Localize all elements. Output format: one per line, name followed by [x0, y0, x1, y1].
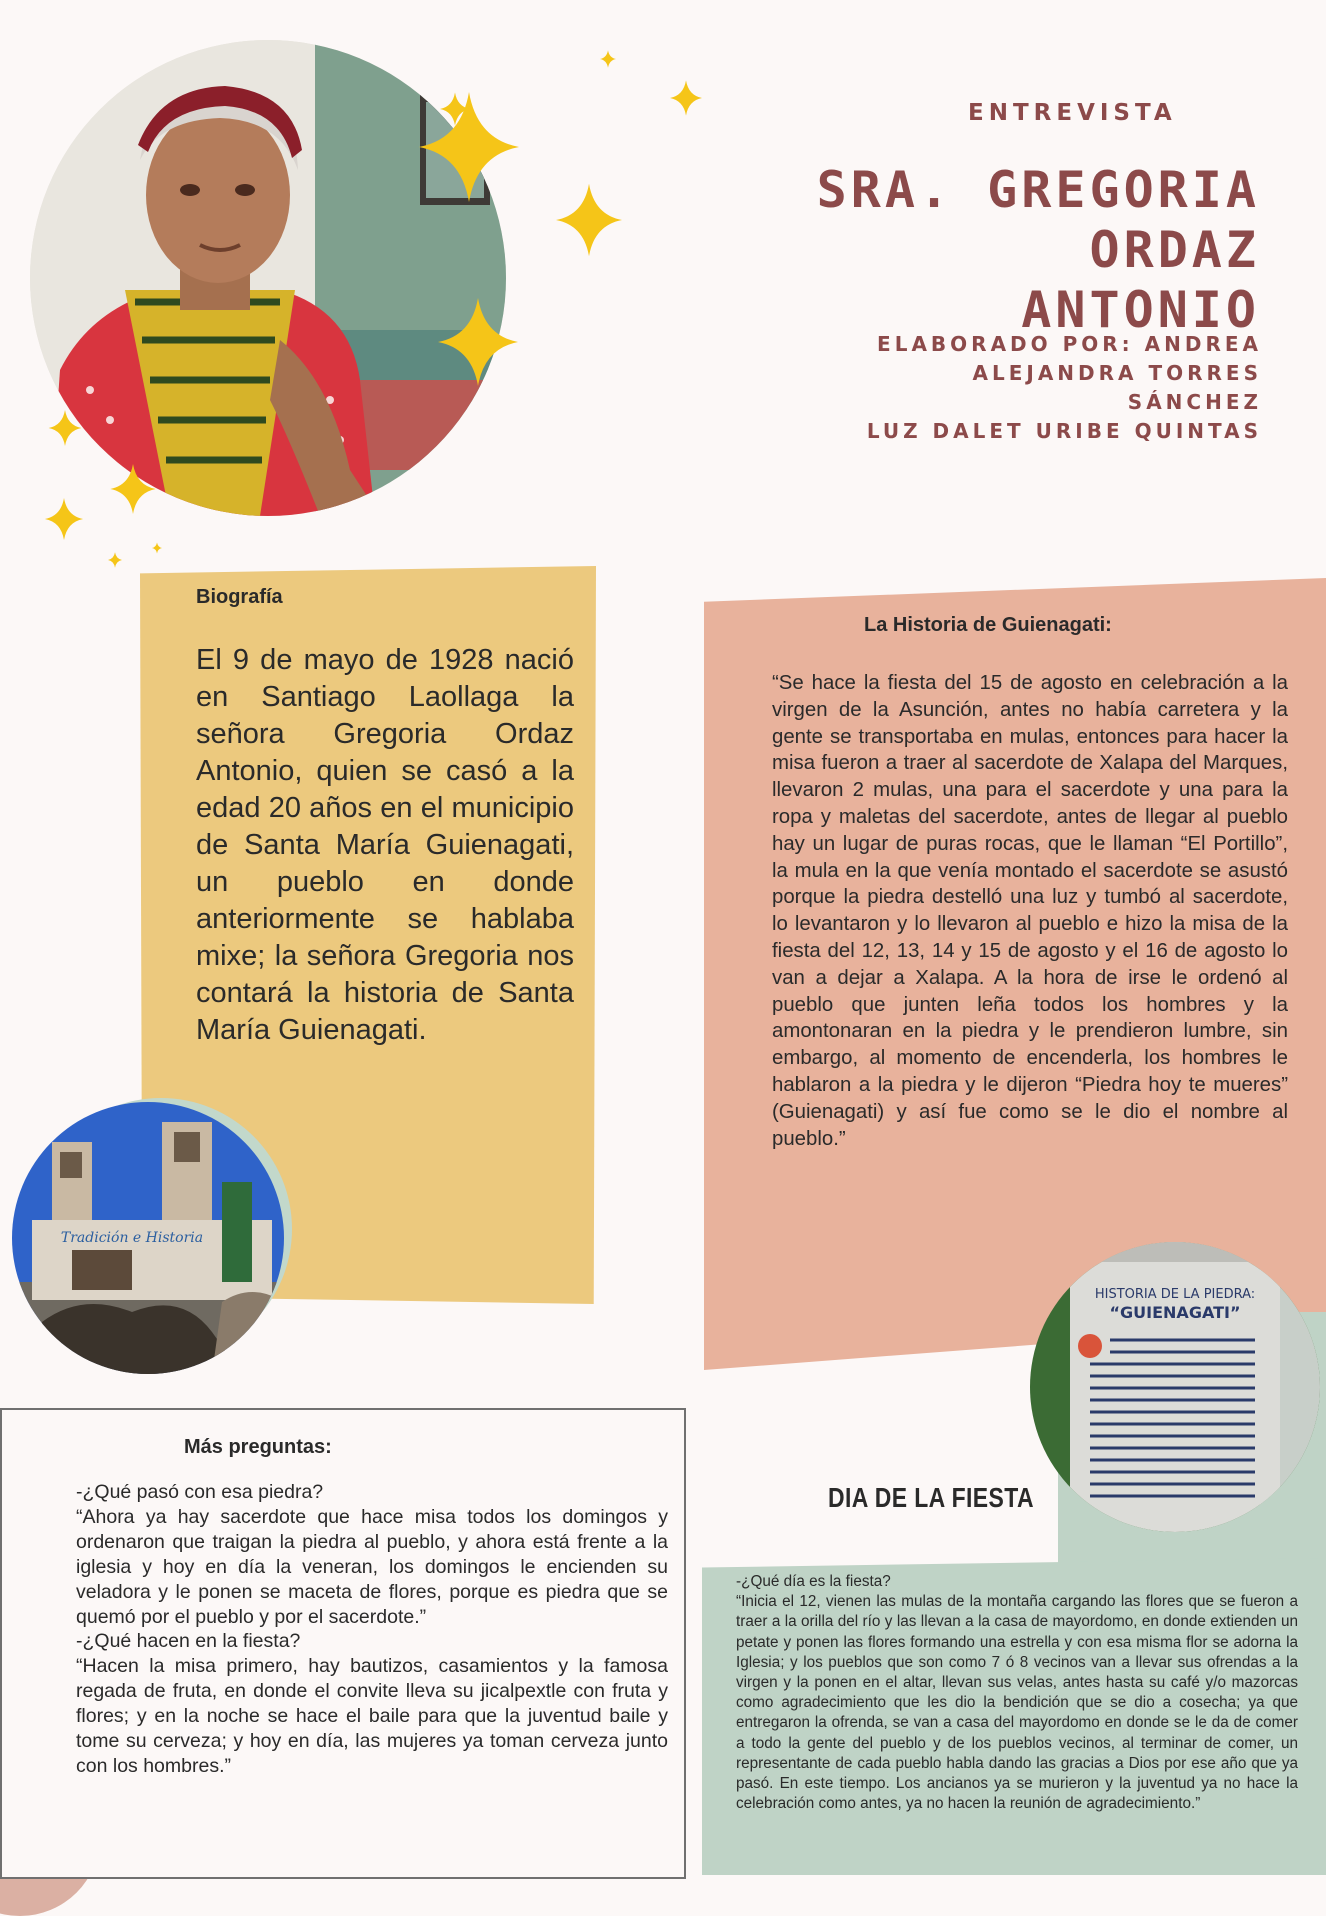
sparkle-star-icon — [108, 552, 122, 568]
question-1: -¿Qué pasó con esa piedra? — [76, 1481, 324, 1503]
title-line-1: SRA. GREGORIA ORDAZ — [816, 161, 1260, 279]
credits-line-4: LUZ DALET URIBE QUINTAS — [866, 419, 1262, 443]
sparkle-star-icon — [670, 80, 702, 116]
page-title — [740, 160, 1260, 340]
church-sign-text: Tradición e Historia — [60, 1230, 204, 1246]
stone-plaque-photo — [1030, 1242, 1320, 1532]
history-text: “Se hace la fiesta del 15 de agosto en celebración a la virgen de la Asunción, antes no había carretera y la gente se transportaba en mulas, entonces para hacer la misa fueron a traer al sacerdote de Xalapa del Marques, llevaron 2 mulas, una para el sacerdote y una para la ropa y maletas del sacerdote, antes de llegar al pueblo hay un lugar de puras rocas, que le llaman “El Portillo”, la mula en la que venía montado el sacerdote se asustó porque la piedra destelló una luz y tumbó al sacerdote, lo levantaron y lo llevaron al pueblo e hizo la misa de la fiesta del 12, 13, 14 y 15 de agosto y el 16 de agosto lo van a dejar a Xalapa. A la hora de irse le ordenó al pueblo que junten leña todos los hombres y la amontonaran en la piedra y le prendieron lumbre, sin embargo, al momento de encenderla, los hombres le hablaron a la piedra y le dijeron “Piedra hoy te mueres” (Guienagati) y así fue como se le dio el nombre al pueblo.” — [772, 672, 1288, 1150]
credits-line-3: SÁNCHEZ — [1127, 390, 1262, 414]
church-illustration — [12, 1102, 284, 1374]
fiesta-title: DIA DE LA FIESTA — [828, 1482, 1034, 1513]
sparkle-star-icon — [440, 92, 470, 126]
biography-text: El 9 de mayo de 1928 nació en Santiago Laollaga la señora Gregoria Ordaz Antonio, quien se casó a la edad 20 años en el municipio de Santa María Guienagati, un pueblo en donde anteriormente se hablaba mixe; la señora Gregoria nos contará la historia de Santa María Guienagati. — [196, 644, 574, 1046]
sparkle-star-icon — [48, 410, 82, 446]
answer-1: “Ahora ya hay sacerdote que hace misa todos los domingos y ordenaron que traigan la piedra al pueblo, y ahora está frente a la iglesia y hoy en día la veneran, los domingos le encienden su veladora y le ponen se maceta de flores, porque es piedra que se quemó por el pueblo y por el sacerdote.” — [76, 1505, 668, 1628]
answer-2: “Hacen la misa primero, hay bautizos, casamientos y la famosa regada de fruta, en donde el convite lleva su jicalpextle con fruta y flores; y en la noche se hace el baile para que la juventud baile y tome su cerveza; y hoy en día, las mujeres ya toman cerveza junto con los hombres.” — [76, 1655, 668, 1777]
more-questions-text — [76, 1480, 668, 1779]
fiesta-text — [736, 1572, 1298, 1814]
plaque-title-2: “GUIENAGATI” — [1109, 1303, 1241, 1322]
plaque-title-1: HISTORIA DE LA PIEDRA: — [1094, 1287, 1256, 1302]
sparkle-star-icon — [102, 464, 164, 514]
title-line-2: ANTONIO — [1021, 281, 1260, 339]
sparkle-star-icon — [44, 498, 84, 540]
credits — [820, 330, 1262, 446]
question-2: -¿Qué hacen en la fiesta? — [76, 1630, 301, 1653]
history-heading: La Historia de Guienagati: — [864, 614, 1112, 636]
biography-heading: Biografía — [196, 586, 283, 608]
fiesta-answer: “Inicia el 12, vienen las mulas de la montaña cargando las flores que se fueron a traer a la orilla del río y las llevan a la casa de mayordomo, en donde extienden un petate y ponen las flores formando una estrella y con esa misma flor se adorna la Iglesia; y los pueblos que son como 7 ó 8 vecinos van a llevar sus ofrendas a la virgen y la ponen en el altar, llevan sus velas, antes hasta su café y/o mazorcas como agradecimiento que les dio la bendición que se dio a cosecha; ya que entregaron la ofrenda, se van a casa del mayordomo en donde se le da de comer a todo la gente del pueblo y de los pueblos vecinos, al terminar de comer, un representante de cada pueblo habla dando las gracias a Dios por ese año que ya pasó. En este tiempo. Los ancianos ya se murieron y la juventud ya no hace la celebración como antes, ya no hacen la reunión de agradecimiento.” — [736, 1593, 1298, 1813]
plaque-illustration — [1030, 1242, 1320, 1532]
church-photo — [12, 1102, 284, 1374]
fiesta-question: -¿Qué día es la fiesta? — [736, 1573, 891, 1590]
credits-line-1: ELABORADO POR: ANDREA — [877, 332, 1262, 356]
sparkle-star-icon — [600, 50, 616, 68]
kicker: ENTREVISTA — [968, 100, 1177, 126]
sparkle-star-icon — [438, 296, 518, 388]
credits-line-2: ALEJANDRA TORRES — [972, 361, 1262, 385]
sparkle-star-icon — [152, 542, 162, 554]
sparkle-star-icon — [556, 182, 622, 258]
more-questions-heading: Más preguntas: — [184, 1436, 332, 1458]
